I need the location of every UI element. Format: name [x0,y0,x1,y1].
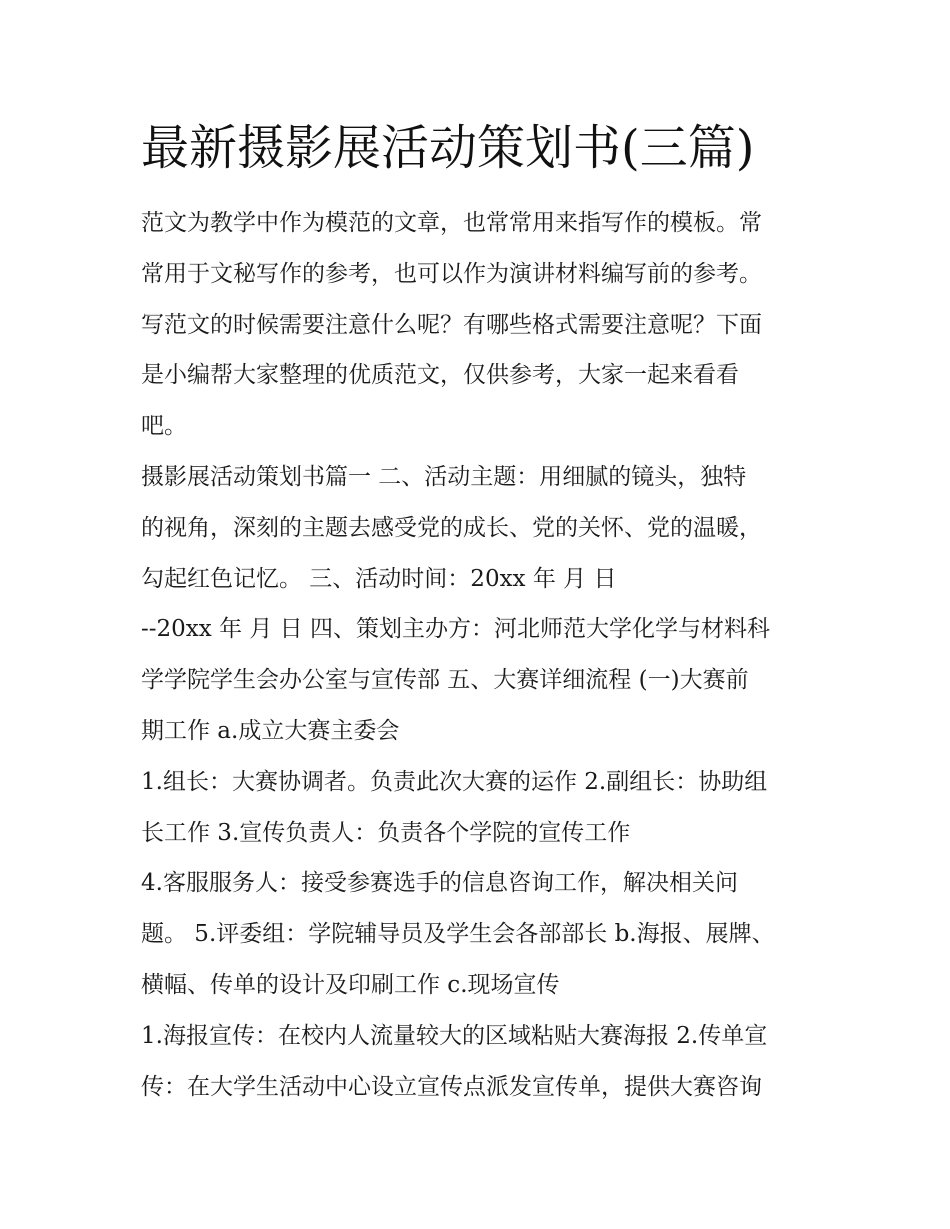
body-line: 1.海报宣传：在校内人流量较大的区域粘贴大赛海报 2.传单宣 [141,1022,768,1049]
body-line: 写范文的时候需要注意什么呢？有哪些格式需要注意呢？下面 [141,311,762,338]
body-line: 范文为教学中作为模范的文章，也常常用来指写作的模板。常 [141,210,762,236]
body-line: 摄影展活动策划书篇一 二、活动主题：用细腻的镜头，独特 [141,463,747,490]
body-line: 传：在大学生活动中心设立宣传点派发宣传单，提供大赛咨询 [141,1073,762,1100]
body-line: 1.组长：大赛协调者。负责此次大赛的运作 2.副组长：协助组 [141,768,768,795]
body-line: 的视角，深刻的主题去感受党的成长、党的关怀、党的温暖， [141,514,762,541]
body-line: --20xx 年 月 日 四、策划主办方：河北师范大学化学与材料科 [141,616,770,643]
body-line: 横幅、传单的设计及印刷工作 c.现场宣传 [141,971,560,998]
document-title: 最新摄影展活动策划书(三篇) [141,120,755,176]
body-line: 是小编帮大家整理的优质范文，仅供参考，大家一起来看看 [141,362,739,389]
body-line: 长工作 3.宣传负责人：负责各个学院的宣传工作 [141,819,631,846]
body-line: 勾起红色记忆。 三、活动时间：20xx 年 月 日 [141,565,617,592]
body-line: 期工作 a.成立大赛主委会 [141,717,400,744]
body-line: 4.客服服务人：接受参赛选手的信息咨询工作，解决相关问 [141,870,738,897]
body-line: 学学院学生会办公室与宣传部 五、大赛详细流程 (一)大赛前 [141,667,749,694]
body-line: 吧。 [141,413,187,440]
document-body [141,198,821,1112]
body-line: 常用于文秘写作的参考，也可以作为演讲材料编写前的参考。 [141,260,762,287]
body-line: 题。 5.评委组：学院辅导员及学生会各部部长 b.海报、展牌、 [141,921,775,948]
